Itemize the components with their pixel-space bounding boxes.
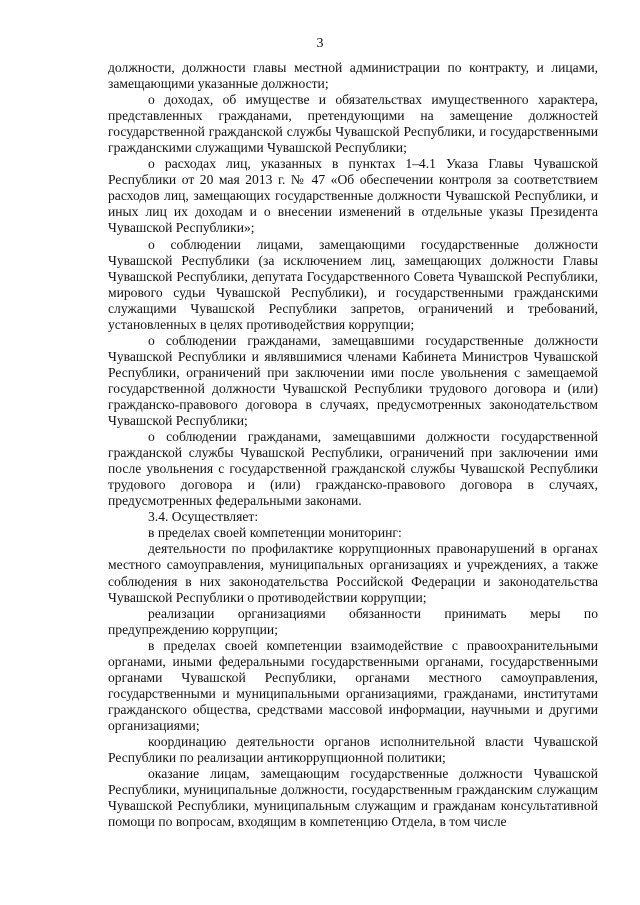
paragraph-compliance-former-ministers: о соблюдении гражданами, замещавшими государственные должности Чувашской Республики и являвшимися членами Кабинета Министров Чувашской Республики, ограничений при заключении ими после увольнения с замещаемой государственной должности Чувашской Республики трудового договора и (или) гражданско-правового договора в случаях, предусмотренных законодательством Чувашской Республики; [108, 332, 598, 429]
paragraph-consulting: оказание лицам, замещающим государственные должности Чувашской Республики, муниципальные должности, государственным гражданским служащим Чувашской Республики, муниципальным служащим и гражданам консультативной помощи по вопросам, входящим в компетенцию Отдела, в том числе [108, 766, 598, 830]
document-body [108, 60, 598, 830]
paragraph-interaction: в пределах своей компетенции взаимодействие с правоохранительными органами, иными федеральными государственными органами, государственными органами Чувашской Республики, органами местного самоуправления, государственными и муниципальными организациями, гражданами, институтами гражданского общества, средствами массовой информации, научными и другими организациями; [108, 637, 598, 733]
page-number: 3 [316, 36, 324, 51]
paragraph-continuation: должности, должности главы местной администрации по контракту, и лицами, замещающими указанные должности; [108, 60, 598, 92]
section-heading-3-4: 3.4. Осуществляет: [148, 509, 259, 525]
paragraph-coordination: координацию деятельности органов исполнительной власти Чувашской Республики по реализации антикоррупционной политики; [108, 733, 598, 766]
paragraph-compliance-officials: о соблюдении лицами, замещающими государственные должности Чувашской Республики (за исключением лиц, замещающих должности Главы Чувашской Республики, депутата Государственного Совета Чувашской Республики, мирового судьи Чувашской Республики), и государственными гражданскими служащими Чувашской Республики запретов, ограничений и требований, установленных в целях противодействия коррупции; [108, 236, 598, 332]
paragraph-income-declarations: о доходах, об имуществе и обязательствах имущественного характера, представленных гражданами, претендующими на замещение должностей государственной гражданской службы Чувашской Республики, и государственными гражданскими служащими Чувашской Республики; [108, 92, 598, 156]
paragraph-expenses: о расходах лиц, указанных в пунктах 1–4.1 Указа Главы Чувашской Республики от 20 мая 2013 г. № 47 «Об обеспечении контроля за соответствием расходов лиц, замещающих государственные должности Чувашской Республики, и иных лиц их доходам и о внесении изменений в отдельные указы Президента Чувашской Республики»; [108, 156, 598, 236]
paragraph-compliance-former-servants: о соблюдении гражданами, замещавшими должности государственной гражданской службы Чувашской Республики, ограничений при заключении ими после увольнения с государственной гражданской службы Чувашской Республики трудового договора и (или) гражданско-правового договора в случаях, предусмотренных федеральными законами. [108, 429, 598, 509]
paragraph-prevention-activity: деятельности по профилактике коррупционных правонарушений в органах местного самоуправления, муниципальных организациях и учреждениях, а также соблюдения в них законодательства Российской Федерации и законодательства Чувашской Республики о противодействии коррупции; [108, 541, 598, 605]
paragraph-organizations-duty: реализации организациями обязанности принимать меры по предупреждению коррупции; [108, 605, 598, 637]
paragraph-monitoring: в пределах своей компетенции мониторинг: [148, 525, 402, 541]
